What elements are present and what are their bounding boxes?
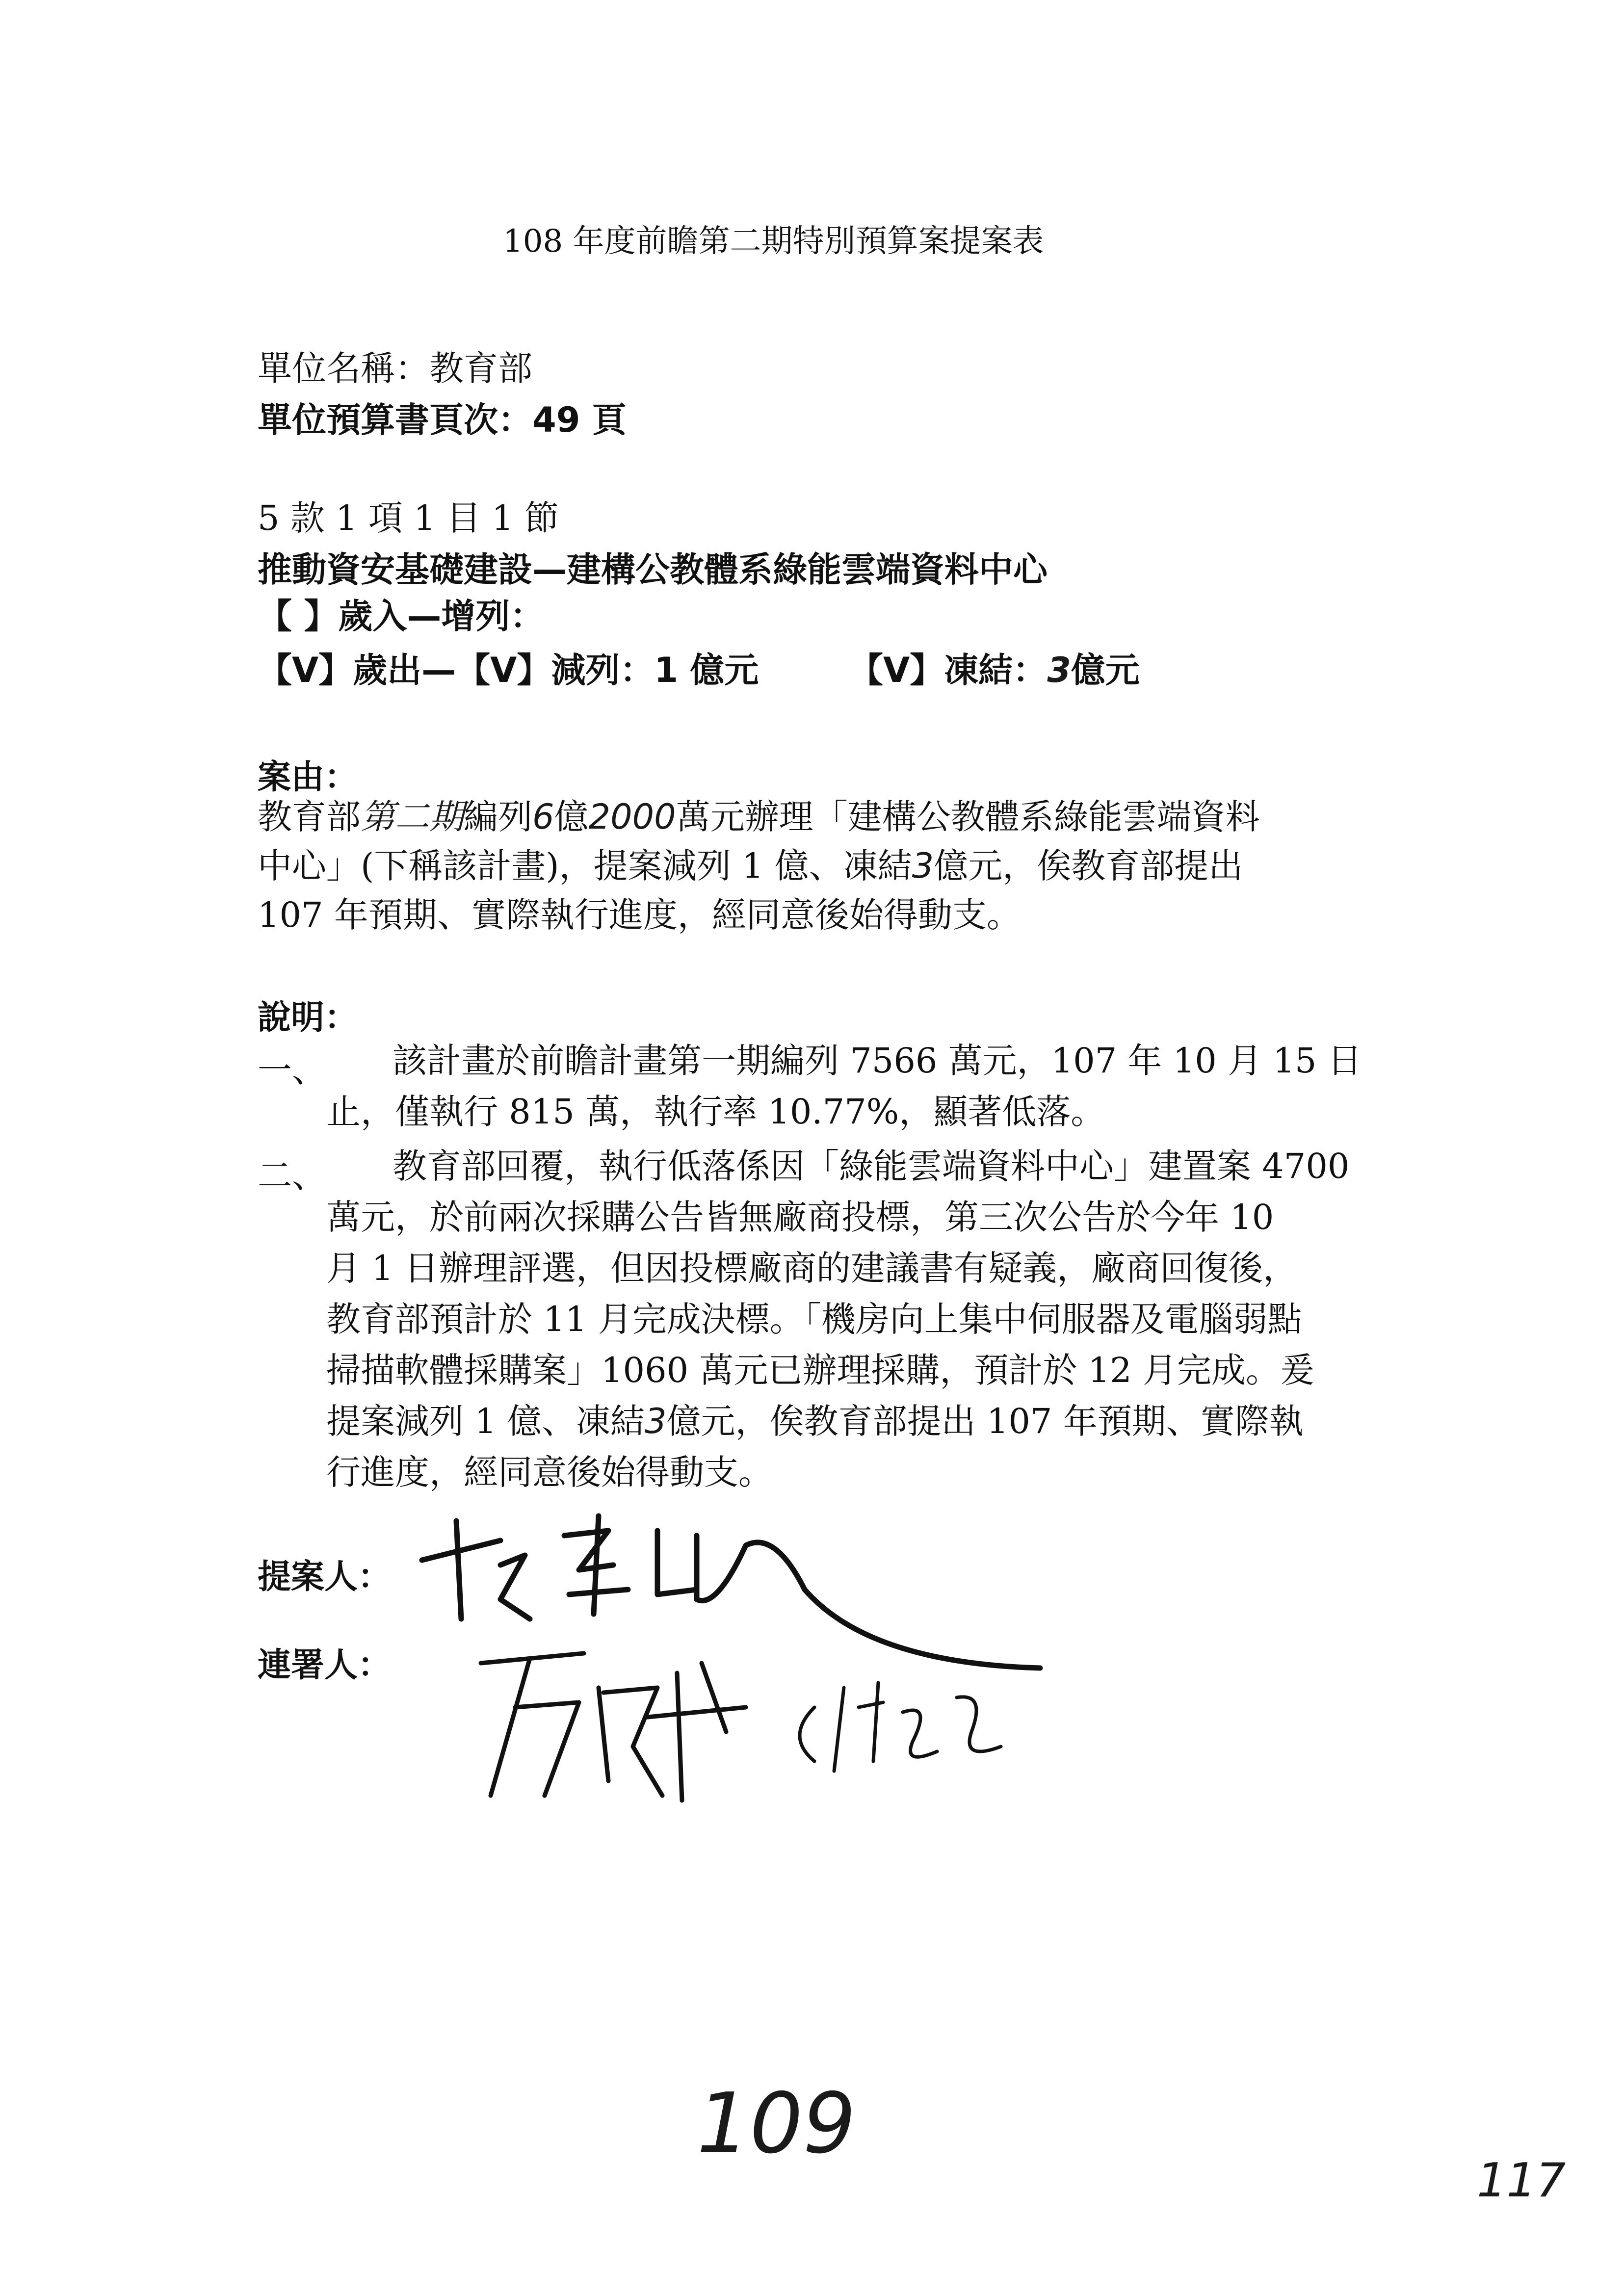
handwritten-amount: 2000 — [588, 797, 676, 837]
case-text: 編列 — [464, 797, 532, 837]
item-2-line-5: 掃描軟體採購案」1060 萬元已辦理採購，預計於 12 月完成。爰 — [326, 1350, 1314, 1390]
item-1-line-2: 止，僅執行 815 萬，執行率 10.77%，顯著低落。 — [326, 1092, 1105, 1132]
item-2-number: 二、 — [258, 1155, 326, 1196]
handwritten-amount: 3 — [912, 846, 934, 886]
case-line-2 — [258, 841, 1411, 890]
case-text: 教育部 — [258, 797, 361, 837]
budget-page: 單位預算書頁次：49 頁 — [258, 400, 627, 440]
item-2-line-6 — [326, 1396, 1304, 1447]
handwritten-phase: 第二期 — [361, 797, 464, 837]
item-2-line-2: 萬元，於前兩次採購公告皆無廠商投標，第三次公告於今年 10 — [326, 1197, 1274, 1237]
case-line-3: 107 年預期、實際執行進度，經同意後始得動支。 — [258, 895, 1021, 935]
freeze-unit: 億元 — [1071, 650, 1140, 690]
freeze-label: 【V】凍結： — [849, 650, 1048, 690]
item-1-line-1: 該計畫於前瞻計畫第一期編列 7566 萬元，107 年 10 月 15 日 — [393, 1041, 1362, 1081]
case-paragraph — [258, 792, 1411, 939]
page-number-handwritten: 109 — [697, 2075, 856, 2172]
item-2-line-3: 月 1 日辦理評選，但因投標廠商的建議書有疑義，廠商回復後， — [326, 1248, 1298, 1288]
budget-section: 5 款 1 項 1 目 1 節 — [258, 498, 559, 538]
case-text: 中心」(下稱該計畫)，提案減列 1 億、凍結 — [258, 846, 912, 886]
item-2-text: 億元，俟教育部提出 107 年預期、實際執 — [666, 1401, 1304, 1441]
corner-number-handwritten: 117 — [1477, 2154, 1566, 2208]
case-line-1 — [258, 792, 1411, 841]
revenue-line: 【 】歲入—增列： — [258, 596, 545, 636]
handwritten-amount: 6 — [532, 797, 554, 837]
item-2-text: 提案減列 1 億、凍結 — [326, 1401, 645, 1441]
proposer-label: 提案人： — [258, 1558, 392, 1596]
document-title: 108 年度前瞻第二期特別預算案提案表 — [503, 223, 1044, 260]
cosigner-label: 連署人： — [258, 1646, 392, 1685]
expense-line — [258, 643, 759, 692]
unit-name: 單位名稱：教育部 — [258, 348, 532, 389]
case-label: 案由： — [258, 758, 358, 797]
cosigner-signature — [471, 1634, 1109, 1840]
item-2-line-1: 教育部回覆，執行低落係因「綠能雲端資料中心」建置案 4700 — [393, 1146, 1350, 1186]
freeze-line — [849, 643, 1140, 692]
case-text: 億元，俟教育部提出 — [934, 846, 1243, 886]
expense-reduction: 【V】歲出—【V】減列：1 億元 — [258, 650, 759, 690]
case-text: 億 — [554, 797, 589, 837]
project-name: 推動資安基礎建設—建構公教體系綠能雲端資料中心 — [258, 549, 1048, 590]
case-text: 萬元辦理「建構公教體系綠能雲端資料 — [676, 797, 1260, 837]
freeze-amount-handwritten: 3 — [1047, 650, 1071, 690]
item-2-line-4: 教育部預計於 11 月完成決標。「機房向上集中伺服器及電腦弱點 — [326, 1299, 1302, 1339]
handwritten-amount: 3 — [645, 1401, 667, 1441]
explain-label: 說明： — [258, 998, 358, 1037]
item-1-number: 一、 — [258, 1050, 326, 1090]
item-2-line-7: 行進度，經同意後始得動支。 — [326, 1452, 773, 1492]
